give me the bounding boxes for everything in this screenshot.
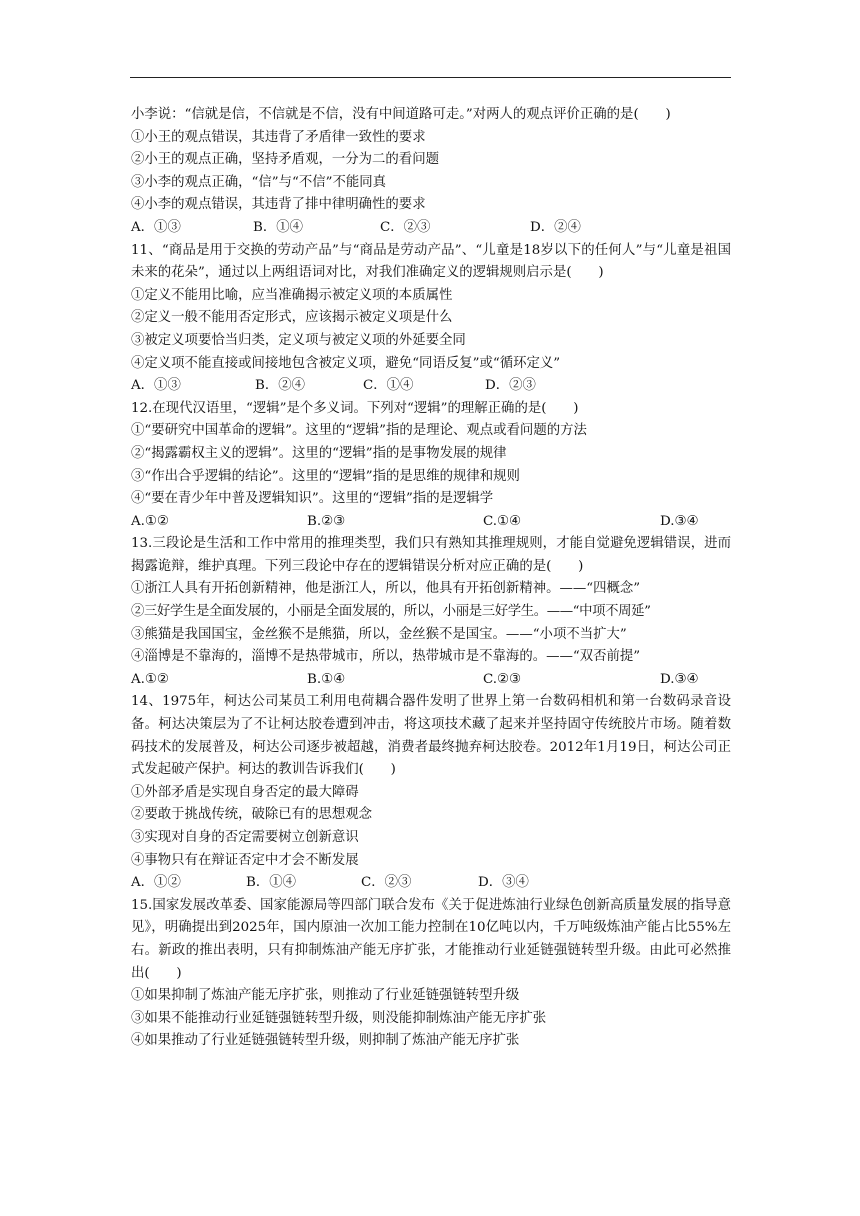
q13-options <box>131 669 731 692</box>
q12-option-c[interactable]: C.①④ <box>483 513 522 529</box>
q12-item-1: ①“要研究中国革命的逻辑”。这里的“逻辑”指的是理论、观点或看问题的方法 <box>131 423 587 439</box>
q13-option-a[interactable]: A.①② <box>131 671 169 687</box>
q10-item-1: ①小王的观点错误，其违背了矛盾律一致性的要求 <box>131 129 426 145</box>
q13-item-1: ①浙江人具有开拓创新精神，他是浙江人，所以，他具有开拓创新精神。——“四概念” <box>131 581 641 597</box>
q14-item-1: ①外部矛盾是实现自身否定的最大障碍 <box>131 784 359 800</box>
q11-stem: 11、“商品是用于交换的劳动产品”与“商品是劳动产品”、“儿童是18岁以下的任何人”与“儿童是祖国未来的花朵”，通过以上两组语词对比，对我们准确定义的逻辑规则启示是( ) <box>131 242 731 281</box>
q11-item-1: ①定义不能用比喻，应当准确揭示被定义项的本质属性 <box>131 287 453 303</box>
q14-item-3: ③实现对自身的否定需要树立创新意识 <box>131 830 359 845</box>
q14-item-4: ④事物只有在辩证否定中才会不断发展 <box>131 852 359 868</box>
q12-item-3: ③“作出合乎逻辑的结论”。这里的“逻辑”指的是思维的规律和规则 <box>131 468 520 484</box>
q11-option-d[interactable]: D．②③ <box>485 378 536 394</box>
q14-item-2: ②要敢于挑战传统，破除已有的思想观念 <box>131 807 373 823</box>
q13-option-b[interactable]: B.①④ <box>307 671 346 687</box>
q11-option-c[interactable]: C．①④ <box>363 378 414 394</box>
q13-item-3: ③熊猫是我国国宝，金丝猴不是熊猫，所以，金丝猴不是国宝。——“小项不当扩大” <box>131 626 627 642</box>
q15-item-4: ④如果推动了行业延链强链转型升级，则抑制了炼油产能无序扩张 <box>131 1033 520 1049</box>
q14-option-d[interactable]: D．③④ <box>478 875 529 891</box>
q10-option-c[interactable]: C．②③ <box>380 219 431 235</box>
q10-item-3: ③小李的观点正确，“信”与“不信”不能同真 <box>131 174 387 190</box>
q15-item-3: ③如果不能推动行业延链强链转型升级，则没能抑制炼油产能无序扩张 <box>131 1010 547 1026</box>
q12-item-2: ②“揭露霸权主义的逻辑”。这里的“逻辑”指的是事物发展的规律 <box>131 445 507 461</box>
q11-option-a[interactable]: A．①③ <box>131 378 181 394</box>
q14-options <box>131 872 731 895</box>
q11-item-4: ④定义项不能直接或间接地包含被定义项，避免“同语反复”或“循环定义” <box>131 355 561 371</box>
q10-stem: 小李说：“信就是信，不信就是不信，没有中间道路可走。”对两人的观点评价正确的是( ) <box>131 107 671 122</box>
q12-options <box>131 511 731 534</box>
q12-option-d[interactable]: D.③④ <box>660 513 699 529</box>
q12-item-4: ④“要在青少年中普及逻辑知识”。这里的“逻辑”指的是逻辑学 <box>131 491 494 507</box>
q10-option-d[interactable]: D．②④ <box>530 219 581 235</box>
q15-item-1: ①如果抑制了炼油产能无序扩张，则推动了行业延链强链转型升级 <box>131 988 520 1004</box>
header-rule <box>130 77 731 78</box>
q11-option-b[interactable]: B．②④ <box>255 378 306 394</box>
q14-option-c[interactable]: C．②③ <box>361 875 412 891</box>
q13-item-4: ④淄博是不靠海的，淄博不是热带城市，所以，热带城市是不靠海的。——“双否前提” <box>131 649 641 665</box>
q15-stem: 15.国家发展改革委、国家能源局等四部门联合发布《关于促进炼油行业绿色创新高质量发展的指导意见》，明确提出到2025年，国内原油一次加工能力控制在10亿吨以内，千万吨级炼油产能占比55%左右。新政的推出表明，只有抑制炼油产能无序扩张，才能推动行业延链强链转型升级。由此可必然推出( ) <box>131 897 731 981</box>
q12-option-b[interactable]: B.②③ <box>307 513 346 529</box>
q14-option-a[interactable]: A．①② <box>131 875 181 891</box>
q11-item-3: ③被定义项要恰当归类，定义项与被定义项的外延要全同 <box>131 332 466 348</box>
q12-stem: 12.在现代汉语里，“逻辑”是个多义词。下列对“逻辑”的理解正确的是( ) <box>131 400 579 416</box>
q10-item-4: ④小李的观点错误，其违背了排中律明确性的要求 <box>131 197 426 213</box>
q11-options <box>131 375 731 398</box>
q10-options <box>131 217 731 240</box>
q13-option-c[interactable]: C.②③ <box>483 671 522 687</box>
q14-stem: 14、1975年，柯达公司某员工利用电荷耦合器件发明了世界上第一台数码相机和第一台数码录音设备。柯达决策层为了不让柯达胶卷遭到冲击，将这项技术藏了起来并坚持固守传统胶片市场。随着数码技术的发展普及，柯达公司逐步被超越，消费者最终抛弃柯达胶卷。2012年1月19日，柯达公司正式发起破产保护。柯达的教训告诉我们( ) <box>131 694 731 778</box>
q10-option-b[interactable]: B．①④ <box>253 219 304 235</box>
q10-item-2: ②小王的观点正确，坚持矛盾观，一分为二的看问题 <box>131 152 439 168</box>
q13-stem: 13.三段论是生活和工作中常用的推理类型，我们只有熟知其推理规则，才能自觉避免逻辑错误，进而揭露诡辩，维护真理。下列三段论中存在的逻辑错误分析对应正确的是( ) <box>131 536 731 574</box>
q11-item-2: ②定义一般不能用否定形式，应该揭示被定义项是什么 <box>131 310 453 326</box>
q14-option-b[interactable]: B．①④ <box>246 875 297 891</box>
exam-page <box>131 104 731 1053</box>
q13-item-2: ②三好学生是全面发展的，小丽是全面发展的，所以，小丽是三好学生。——“中项不周延” <box>131 604 651 620</box>
q10-option-a[interactable]: A．①③ <box>131 219 181 235</box>
q13-option-d[interactable]: D.③④ <box>660 671 699 687</box>
q12-option-a[interactable]: A.①② <box>131 513 169 529</box>
